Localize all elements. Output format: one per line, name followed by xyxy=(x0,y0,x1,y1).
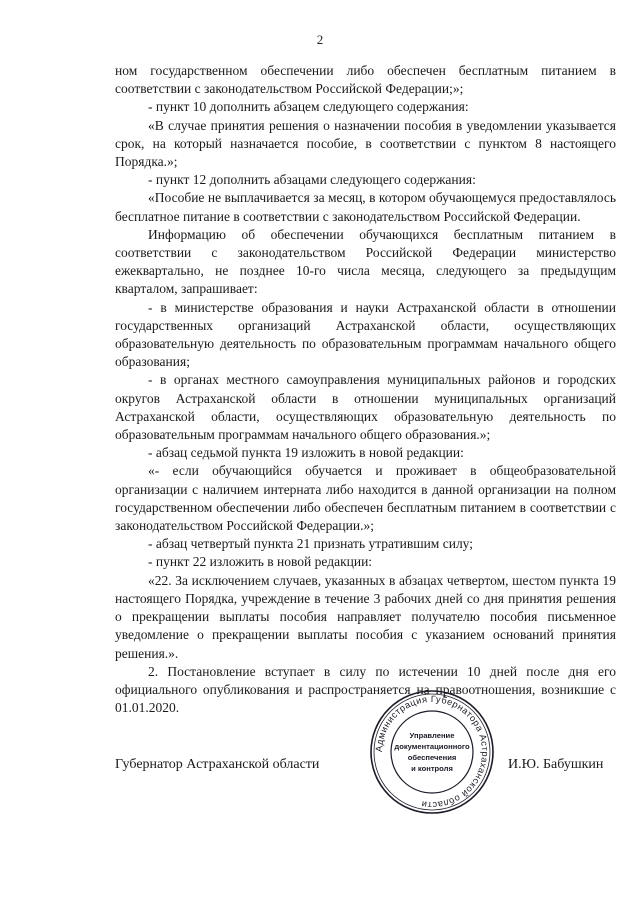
paragraph: - абзац седьмой пункта 19 изложить в новой редакции: xyxy=(148,445,464,461)
paragraph: «В случае принятия решения о назначении пособия в уведомлении указывается срок, на который назначается пособие, в соответствии с пунктом 8 настоящего Порядка.»; xyxy=(115,117,616,170)
document-body xyxy=(115,62,616,717)
stamp-ring-textpath: Администрация Губернатора Астраханской области xyxy=(373,693,491,811)
signatory-position: Губернатор Астраханской области xyxy=(115,757,320,772)
paragraph: 2. Постановление вступает в силу по истечении 10 дней после дня его официального опубликования и распространяется на правоотношения, возникшие с 01.01.2020. xyxy=(115,663,616,716)
paragraph: - в министерстве образования и науки Астраханской области в отношении государственных организаций Астраханской области, осуществляющих образовательную деятельность по образовательным программам начального общего образования; xyxy=(115,299,616,370)
paragraph: «Пособие не выплачивается за месяц, в котором обучающемуся предоставлялось бесплатное питание в соответствии с законодательством Российской Федерации. xyxy=(115,190,616,224)
stamp-center-line: и контроля xyxy=(411,764,453,773)
official-stamp xyxy=(368,688,496,816)
paragraph: - пункт 22 изложить в новой редакции: xyxy=(148,554,373,570)
paragraph: - в органах местного самоуправления муниципальных районов и городских округов Астраханской области в отношении муниципальных организаций Астраханской области, осуществляющих образовательную деятельность по образовательным программам начального общего образования.»; xyxy=(115,372,616,443)
stamp-outer-ring xyxy=(371,691,493,813)
stamp-center-line: обеспечения xyxy=(407,753,457,762)
paragraph: - пункт 12 дополнить абзацами следующего содержания: xyxy=(148,172,476,188)
paragraph: - пункт 10 дополнить абзацем следующего содержания: xyxy=(148,99,469,115)
stamp-inner-ring xyxy=(391,711,473,793)
paragraph: ном государственном обеспечении либо обеспечен бесплатным питанием в соответствии с законодательством Российской Федерации;»; xyxy=(115,63,616,97)
paragraph: «- если обучающийся обучается и проживает в общеобразовательной организации с наличием интерната либо находится в данной организации на полном государственном обеспечении либо обеспечен бесплатным питанием в соответствии с законодательством Российской Федерации.»; xyxy=(115,463,616,534)
signatory-name: И.Ю. Бабушкин xyxy=(508,757,604,772)
stamp-center-line: Управление xyxy=(409,731,455,740)
page-number: 2 xyxy=(316,32,324,47)
paragraph: «22. За исключением случаев, указанных в абзацах четвертом, шестом пункта 19 настоящего Порядка, учреждение в течение 3 рабочих дней со дня принятия решения о прекращении выплаты пособия направляет получателю пособия письменное уведомление о прекращении выплаты пособия с указанием оснований принятия решения.». xyxy=(115,572,616,661)
paragraph: Информацию об обеспечении обучающихся бесплатным питанием в соответствии с законодательством Российской Федерации министерство ежеквартально, не позднее 10-го числа месяца, следующего за предыдущим кварталом, запрашивает: xyxy=(115,226,616,297)
stamp-center-line: документационного xyxy=(394,742,470,751)
paragraph: - абзац четвертый пункта 21 признать утратившим силу; xyxy=(148,536,474,552)
